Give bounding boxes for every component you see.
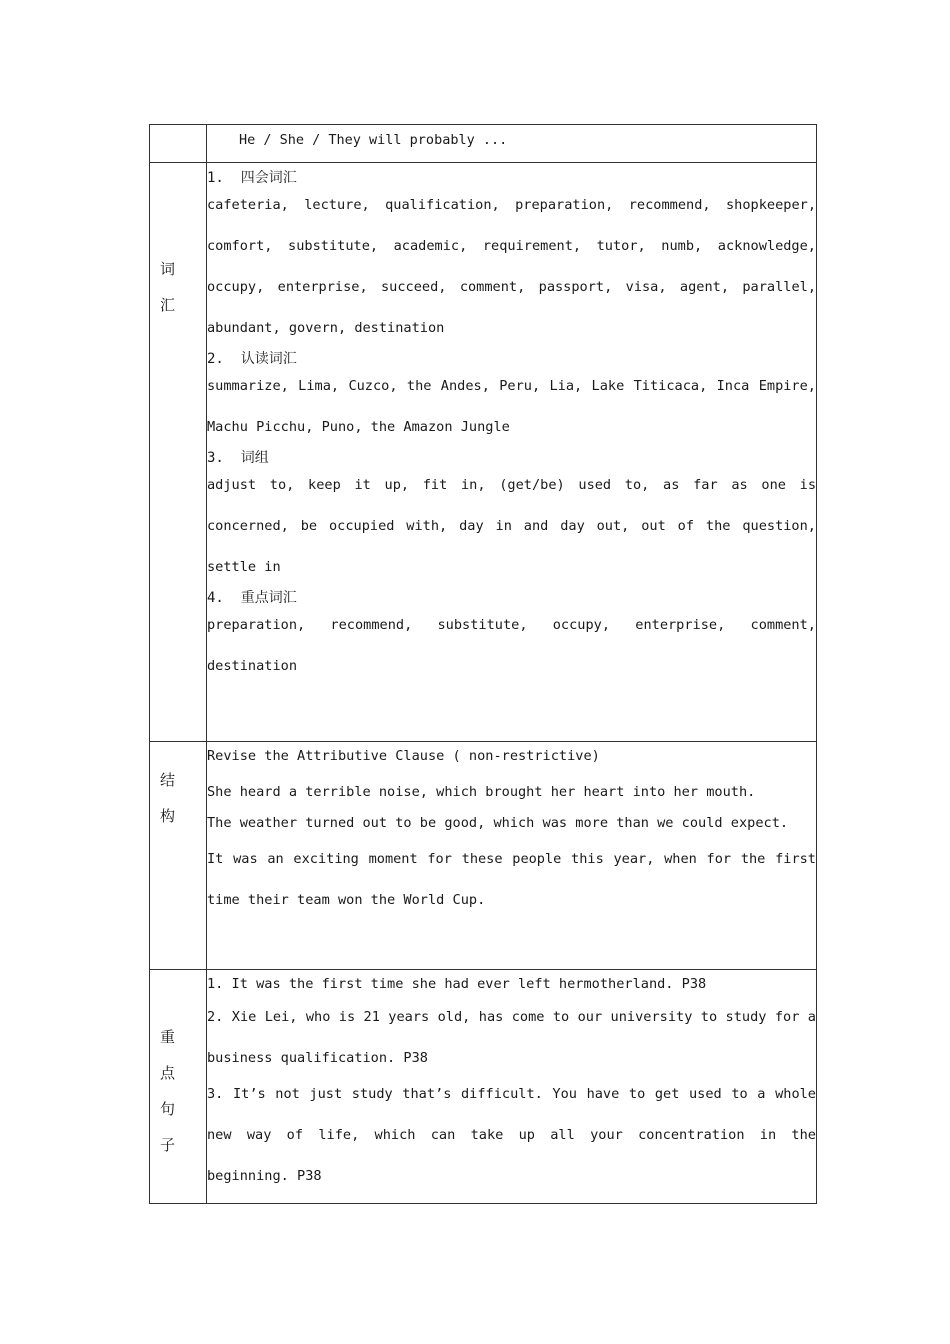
section-number: 3. xyxy=(207,450,224,466)
vocabulary-label xyxy=(150,163,206,323)
sentences-label-cell xyxy=(150,970,207,1204)
vocabulary-content-cell xyxy=(207,163,817,742)
structure-example: The weather turned out to be good, which was more than we could expect. xyxy=(207,815,789,831)
structure-label-char: 构 xyxy=(160,807,176,825)
section-title: 重点词汇 xyxy=(240,590,297,606)
key-sentence: 2. Xie Lei, who is 21 years old, has come to our university to study for a business qualification. P38 xyxy=(207,1009,816,1066)
section-number: 4. xyxy=(207,590,224,606)
intro-row xyxy=(150,125,817,163)
intro-text: He / She / They will probably ... xyxy=(239,132,508,148)
key-sentence: 3. It’s not just study that’s difficult. You have to get used to a whole new way of life, which can take up all your concentration in the beginning. P38 xyxy=(207,1086,816,1184)
structure-example: She heard a terrible noise, which brought her heart into her mouth. xyxy=(207,784,756,800)
structure-content-cell xyxy=(207,742,817,970)
intro-label-cell xyxy=(150,125,207,163)
sentences-label-char: 点 xyxy=(160,1063,176,1082)
sentences-label-char: 子 xyxy=(160,1135,176,1154)
section-number: 1. xyxy=(207,170,224,186)
vocab-section-text: cafeteria, lecture, qualification, preparation, recommend, shopkeeper, comfort, substitute, academic, requirement, tutor, numb, acknowledge, occupy, enterprise, succeed, comment, passport, visa, agent, parallel, abundant, govern, destination xyxy=(207,197,816,336)
structure-label-cell xyxy=(150,742,207,970)
vocab-section-text: summarize, Lima, Cuzco, the Andes, Peru, Lia, Lake Titicaca, Inca Empire, Machu Picchu, Puno, the Amazon Jungle xyxy=(207,378,816,435)
lesson-plan-table xyxy=(149,124,817,1204)
section-title: 四会词汇 xyxy=(240,170,297,186)
vocab-section-text: preparation, recommend, substitute, occupy, enterprise, comment, destination xyxy=(207,617,816,674)
sentences-label-char: 重 xyxy=(160,1027,176,1046)
sentences-label xyxy=(150,1011,206,1163)
vocab-section-text: adjust to, keep it up, fit in, (get/be) used to, as far as one is concerned, be occupied with, day in and day out, out of the question, settle in xyxy=(207,477,816,575)
vocabulary-row xyxy=(150,163,817,742)
structure-heading: Revise the Attributive Clause ( non-restrictive) xyxy=(207,748,600,764)
vocabulary-label-char: 词 xyxy=(160,260,176,278)
section-title: 认读词汇 xyxy=(240,351,297,367)
section-title: 词组 xyxy=(240,450,269,466)
sentences-row xyxy=(150,970,817,1204)
section-number: 2. xyxy=(207,351,224,367)
sentences-label-char: 句 xyxy=(160,1099,176,1118)
vocabulary-label-cell xyxy=(150,163,207,742)
intro-content-cell xyxy=(207,125,817,163)
structure-label xyxy=(150,742,206,834)
structure-row xyxy=(150,742,817,970)
structure-label-char: 结 xyxy=(160,771,176,789)
vocabulary-label-char: 汇 xyxy=(160,296,176,314)
structure-example: It was an exciting moment for these people this year, when for the first time their team won the World Cup. xyxy=(207,851,816,908)
sentences-content-cell xyxy=(207,970,817,1204)
key-sentence: 1. It was the first time she had ever left hermotherland. P38 xyxy=(207,976,707,992)
